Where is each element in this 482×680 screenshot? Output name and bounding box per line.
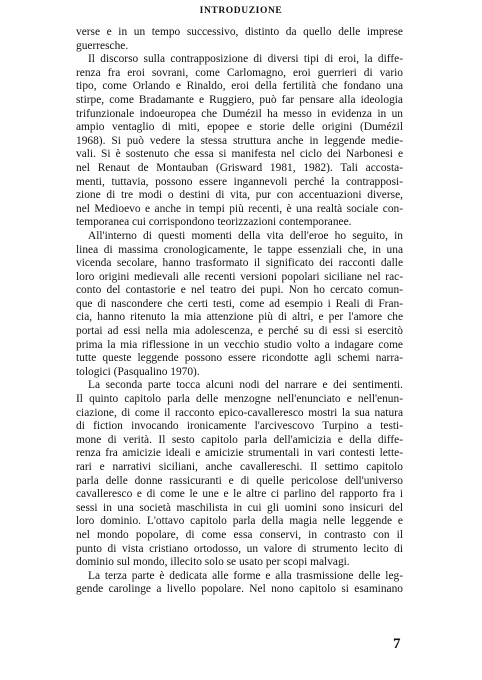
- text-line: cia, hanno ritenuto la mia attenzione più di altri, e per l'amore che: [76, 311, 403, 324]
- text-line: Il discorso sulla contrapposizione di diversi tipi di eroi, la diffe-: [88, 53, 403, 66]
- text-line: tipo, come Orlando e Rinaldo, eroi della fertilità che fondano una: [76, 80, 403, 93]
- text-line: tutte queste leggende possono essere ricondotte agli schemi narra-: [76, 352, 403, 365]
- text-line: portai ad essi nella mia adolescenza, e perché su di essi si esercitò: [76, 325, 403, 338]
- text-line: La seconda parte tocca alcuni nodi del narrare e dei sentimenti.: [88, 379, 403, 392]
- text-line: cavalleresco e di come le une e le altre ci parlino del rapporto fra i: [76, 488, 403, 501]
- text-line: menti, tuttavia, possono essere ingannevoli perché la contrapposi-: [76, 175, 403, 188]
- text-line: ciazione, di come il racconto epico-cavalleresco mostri la sua natura: [76, 406, 403, 419]
- text-line: tologici (Pasqualino 1970).: [76, 365, 200, 378]
- text-line: loro origini medievali alle recenti versioni popolari siciliane nel rac-: [76, 270, 403, 283]
- text-line: zione di tre modi o destini di vita, pur con accentuazioni diverse,: [76, 189, 403, 202]
- text-line: Il quinto capitolo parla delle menzogne nell'enunciato e nell'enun-: [76, 393, 403, 406]
- text-line: di fiction invocando ironicamente l'arcivescovo Turpino a testi-: [76, 420, 403, 433]
- text-line: loro dominio. L'ottavo capitolo parla della magia nelle leggende e: [76, 515, 403, 528]
- running-head: INTRODUZIONE: [199, 6, 283, 16]
- text-line: stirpe, come Bradamante e Ruggiero, può far pensare alla ideologia: [76, 93, 403, 106]
- text-line: prima la mia riflessione in un vecchio studio volto a indagare come: [76, 338, 403, 351]
- text-line: trifunzionale indoeuropea che Dumézil ha messo in evidenza in un: [76, 107, 403, 120]
- text-line: vicenda secolare, hanno trasformato il significato dei racconti dalle: [76, 257, 403, 270]
- text-line: 1968). Si può vedere la stessa struttura anche in leggende medie-: [76, 134, 403, 147]
- text-line: punto di vista cristiano ortodosso, un valore di strumento lecito di: [76, 542, 403, 555]
- text-line: temporanea cui corrispondono teorizzazioni contemporanee.: [76, 216, 352, 229]
- text-line: ampio ventaglio di miti, epopee e storie delle origini (Dumézil: [76, 121, 403, 134]
- text-line: mone di verità. Il sesto capitolo parla dell'amicizia e della diffe-: [76, 433, 403, 446]
- text-line: parla delle donne rassicuranti e di quelle pericolose dell'universo: [76, 474, 403, 487]
- text-line: All'interno di questi momenti della vita dell'eroe ho seguito, in: [88, 229, 403, 242]
- text-line: renza fra amicizie ideali e amicizie strumentali in vari contesti lette-: [76, 447, 403, 460]
- text-line: nel Renaut de Montauban (Grisward 1981, 1982). Tali accosta-: [76, 161, 403, 174]
- page-number: 7: [393, 636, 401, 652]
- text-line: renza fra eroi sovrani, come Carlomagno, eroi guerrieri di vario: [76, 66, 403, 79]
- text-line: conto del contastorie e nel teatro dei pupi. Non ho cercato comun-: [76, 284, 403, 297]
- body-text: [76, 26, 403, 597]
- text-line: nel mondo popolare, di come essa conservi, in contrasto con il: [76, 528, 403, 541]
- text-line: dominio sul mondo, illecito solo se usato per scopi malvagi.: [76, 556, 350, 569]
- text-line: vali. Si è sostenuto che essa si manifesta nel ciclo dei Narbonesi e: [76, 148, 403, 161]
- text-line: que di nascondere che certi testi, come ad esempio i Reali di Fran-: [76, 297, 403, 310]
- text-line: La terza parte è dedicata alle forme e alla trasmissione delle leg-: [88, 569, 403, 582]
- text-line: gende carolinge a livello popolare. Nel nono capitolo si esaminano: [76, 583, 403, 596]
- text-line: linea di massima cronologicamente, le tappe essenziali che, in una: [76, 243, 403, 256]
- text-line: verse e in un tempo successivo, distinto da quello delle imprese: [76, 26, 403, 38]
- text-line: nel Medioevo e anche in tempi più recenti, è una realtà sociale con-: [76, 202, 403, 215]
- text-line: sessi in una società maschilista in cui gli uomini sono insicuri del: [76, 501, 403, 514]
- text-line: rari e narrativi siciliani, anche cavallereschi. Il settimo capitolo: [76, 461, 403, 473]
- text-line: guerresche.: [76, 39, 129, 52]
